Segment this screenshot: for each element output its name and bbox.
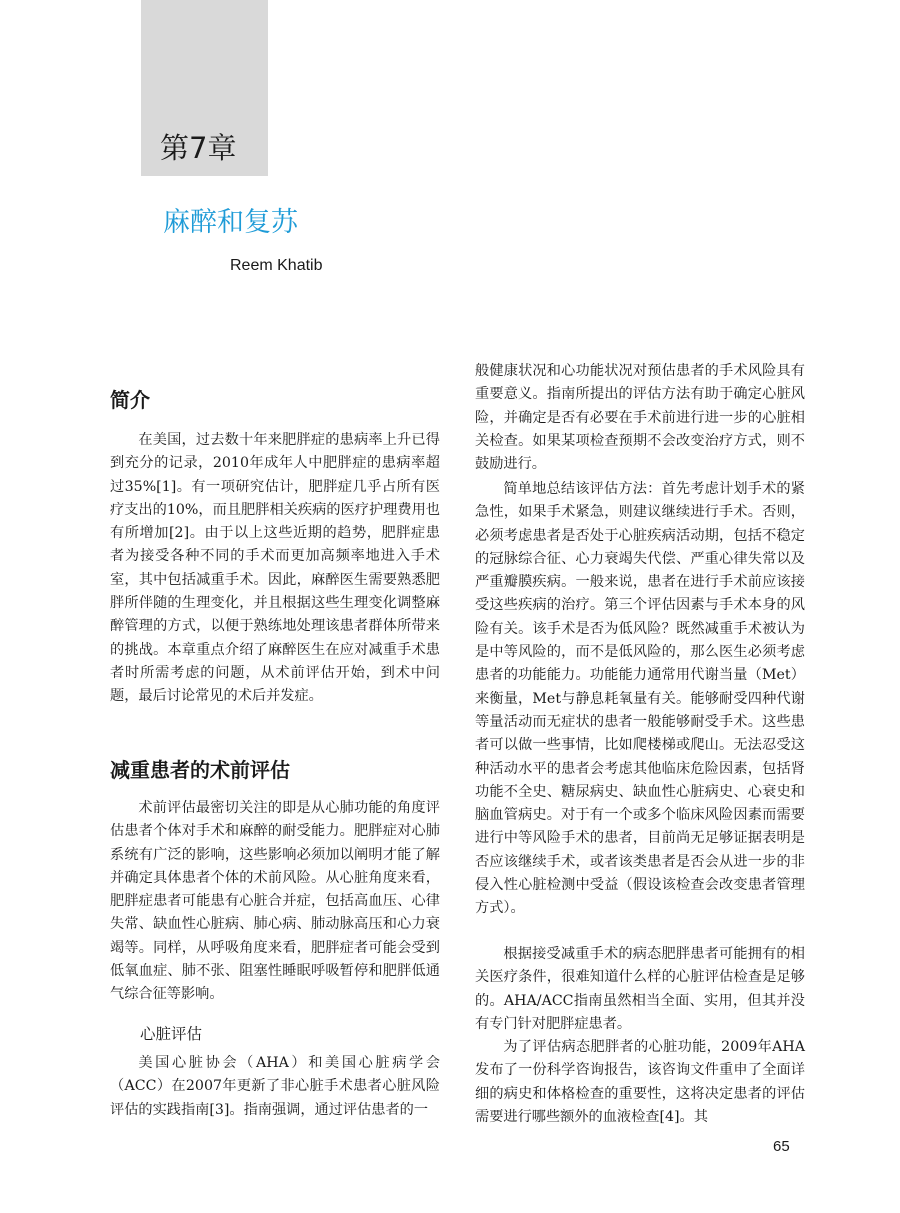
intro-paragraph: 在美国，过去数十年来肥胖症的患病率上升已得到充分的记录，2010年成年人中肥胖症的患病率超过35%[1]。有一项研究估计，肥胖症几乎占所有医疗支出的10%，而且肥胖相关疾病的医疗护理费用也有所增加[2]。由于以上这些近期的趋势，肥胖症患者为接受各种不同的手术而更加高频率地进入手术室，其中包括减重手术。因此，麻醉医生需要熟悉肥胖所伴随的生理变化，并且根据这些生理变化调整麻醉管理的方式，以便于熟练地处理该患者群体所带来的挑战。本章重点介绍了麻醉医生在应对减重手术患者时所需考虑的问题，从术前评估开始，到术中问题，最后讨论常见的术后并发症。 [110, 432, 440, 705]
cardiac-subheading: 心脏评估 [140, 1025, 203, 1043]
page-number: 65 [773, 1138, 790, 1155]
intro-heading: 简介 [110, 388, 150, 412]
author-name: Reem Khatib [230, 257, 323, 274]
summary-paragraph: 简单地总结该评估方法：首先考虑计划手术的紧急性，如果手术紧急，则建议继续进行手术。否则，必须考虑患者是否处于心脏疾病活动期，包括不稳定的冠脉综合征、心力衰竭失代偿、严重心律失常以及严重瓣膜疾病。一般来说，患者在进行手术前应该接受这些疾病的治疗。第三个评估因素与手术本身的风险有关。该手术是否为低风险？既然减重手术被认为是中等风险的，而不是低风险的，那么医生必须考虑患者的功能能力。功能能力通常用代谢当量（Met）来衡量，Met与静息耗氧量有关。能够耐受四种代谢等量活动而无症状的患者一般能够耐受手术。这些患者可以做一些事情，比如爬楼梯或爬山。无法忍受这种活动水平的患者会考虑其他临床危险因素，包括肾功能不全史、糖尿病史、缺血性心脏病史、心衰史和脑血管病史。对于有一个或多个临床风险因素而需要进行中等风险手术的患者，目前尚无足够证据表明是否应该继续手术，或者该类患者是否会从进一步的非侵入性心脏检测中受益（假设该检查会改变患者管理方式）。 [475, 481, 805, 917]
chapter-label: 第7章 [160, 131, 237, 165]
continued-paragraph: 般健康状况和心功能状况对预估患者的手术风险具有重要意义。指南所提出的评估方法有助于确定心脏风险，并确定是否有必要在手术前进行进一步的心脏相关检查。如果某项检查预期不会改变治疗方式，则不鼓励进行。 [475, 363, 805, 473]
preop-heading: 减重患者的术前评估 [110, 758, 290, 782]
chapter-title: 麻醉和复苏 [163, 207, 298, 238]
cardiac-paragraph: 美国心脏协会（AHA）和美国心脏病学会（ACC）在2007年更新了非心脏手术患者心脏风险评估的实践指南[3]。指南强调，通过评估患者的一 [110, 1055, 440, 1118]
aha-2009-paragraph: 为了评估病态肥胖者的心脏功能，2009年AHA发布了一份科学咨询报告，该咨询文件重申了全面详细的病史和体格检查的重要性，这将决定患者的评估需要进行哪些额外的血液检查[4]。其 [475, 1039, 805, 1125]
guidelines-paragraph: 根据接受减重手术的病态肥胖患者可能拥有的相关医疗条件，很难知道什么样的心脏评估检查是足够的。AHA/ACC指南虽然相当全面、实用，但其并没有专门针对肥胖症患者。 [475, 946, 805, 1032]
preop-paragraph: 术前评估最密切关注的即是从心肺功能的角度评估患者个体对手术和麻醉的耐受能力。肥胖症对心肺系统有广泛的影响，这些影响必须加以阐明才能了解并确定具体患者个体的术前风险。从心脏角度来看，肥胖症患者可能患有心脏合并症，包括高血压、心律失常、缺血性心脏病、肺心病、肺动脉高压和心力衰竭等。同样，从呼吸角度来看，肥胖症者可能会受到低氧血症、肺不张、阻塞性睡眠呼吸暂停和肥胖低通气综合征等影响。 [110, 800, 440, 1003]
